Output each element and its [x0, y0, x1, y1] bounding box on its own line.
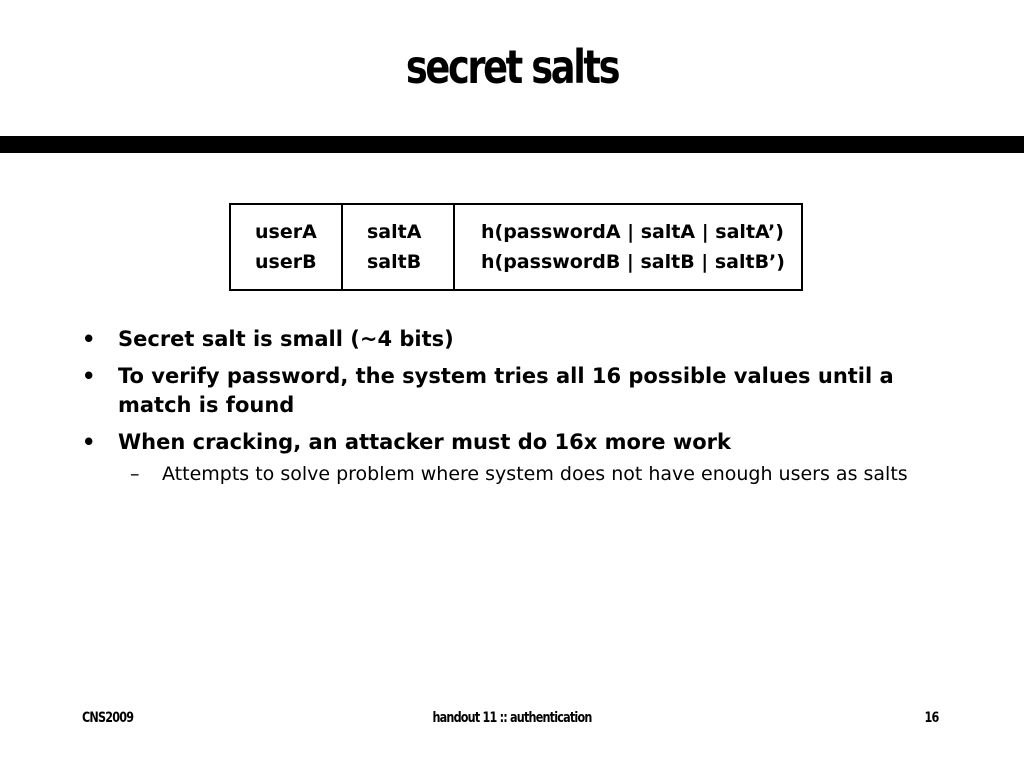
sub-bullet-item [80, 461, 960, 487]
footer-course: CNS2009 [82, 710, 134, 726]
bullet-item [80, 325, 960, 354]
slide-title: secret salts [405, 40, 619, 94]
bullet-item [80, 362, 960, 420]
table-cell-salt: saltA [342, 204, 454, 247]
table-cell-hash: h(passwordA | saltA | saltA’) [481, 221, 784, 243]
salt-table [229, 203, 803, 291]
table-cell-hash: h(passwordB | saltB | saltB’) [481, 251, 785, 273]
table-row [230, 247, 802, 290]
table-cell-user: userB [230, 247, 342, 290]
bullet-item [80, 428, 960, 457]
bullet-text: Secret salt is small (~4 bits) [118, 327, 454, 351]
sub-bullet-marker: – [130, 463, 140, 485]
footer-handout: handout 11 :: authentication [432, 710, 592, 726]
table-cell-salt: saltB [342, 247, 454, 290]
bullet-marker: • [82, 430, 96, 454]
bullet-text: To verify password, the system tries all 16 possible values until a match is found [118, 364, 894, 417]
table-row [230, 204, 802, 247]
bullet-list [80, 325, 960, 487]
footer-page-number: 16 [924, 710, 938, 726]
sub-bullet-text: Attempts to solve problem where system does not have enough users as salts [162, 463, 908, 485]
bullet-marker: • [82, 327, 96, 351]
bullet-text: When cracking, an attacker must do 16x more work [118, 430, 731, 454]
title-divider [0, 136, 1024, 153]
table-cell-user: userA [230, 204, 342, 247]
bullet-marker: • [82, 364, 96, 388]
